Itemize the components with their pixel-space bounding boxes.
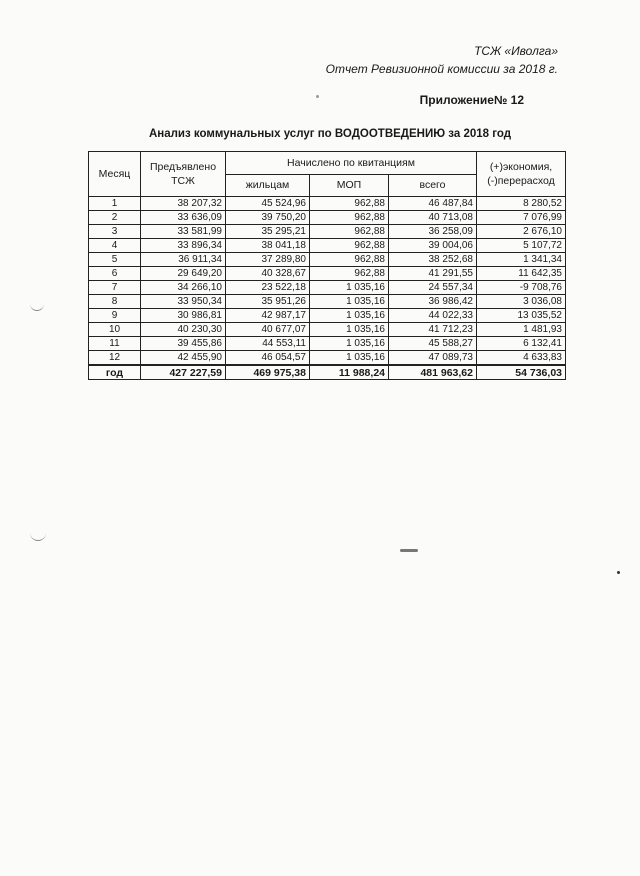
header-total: всего (389, 174, 477, 197)
cell-total: 24 557,34 (389, 281, 477, 295)
cell-balance: 1 481,93 (477, 323, 566, 337)
total-cell-month: год (89, 365, 141, 380)
table-row (89, 309, 566, 323)
cell-month: 9 (89, 309, 141, 323)
cell-mop: 1 035,16 (310, 295, 389, 309)
header-charged: Начислено по квитанциям (226, 152, 477, 175)
cell-month: 10 (89, 323, 141, 337)
cell-mop: 1 035,16 (310, 323, 389, 337)
table-row (89, 225, 566, 239)
cell-mop: 1 035,16 (310, 281, 389, 295)
cell-total: 41 712,23 (389, 323, 477, 337)
cell-presented: 33 950,34 (141, 295, 226, 309)
cell-presented: 33 896,34 (141, 239, 226, 253)
cell-month: 4 (89, 239, 141, 253)
cell-total: 40 713,08 (389, 211, 477, 225)
cell-month: 8 (89, 295, 141, 309)
cell-total: 46 487,84 (389, 197, 477, 211)
header-month: Месяц (89, 152, 141, 197)
cell-month: 1 (89, 197, 141, 211)
table-row (89, 281, 566, 295)
cell-balance: 4 633,83 (477, 351, 566, 366)
cell-month: 7 (89, 281, 141, 295)
cell-mop: 962,88 (310, 267, 389, 281)
cell-presented: 33 636,09 (141, 211, 226, 225)
table-total-row (89, 365, 566, 380)
cell-total: 39 004,06 (389, 239, 477, 253)
cell-presented: 42 455,90 (141, 351, 226, 366)
cell-balance: 3 036,08 (477, 295, 566, 309)
cell-month: 5 (89, 253, 141, 267)
cell-total: 36 258,09 (389, 225, 477, 239)
scan-mark (400, 549, 418, 552)
appendix-label: Приложение№ 12 (419, 93, 524, 107)
cell-presented: 40 230,30 (141, 323, 226, 337)
table-row (89, 253, 566, 267)
cell-balance: 2 676,10 (477, 225, 566, 239)
cell-residents: 35 295,21 (226, 225, 310, 239)
cell-presented: 33 581,99 (141, 225, 226, 239)
scan-mark (30, 530, 46, 541)
cell-mop: 962,88 (310, 197, 389, 211)
table-row (89, 323, 566, 337)
cell-residents: 35 951,26 (226, 295, 310, 309)
cell-total: 47 089,73 (389, 351, 477, 366)
cell-residents: 42 987,17 (226, 309, 310, 323)
cell-residents: 40 677,07 (226, 323, 310, 337)
cell-month: 3 (89, 225, 141, 239)
cell-balance: 5 107,72 (477, 239, 566, 253)
table-title: Анализ коммунальных услуг по ВОДООТВЕДЕНИЮ за 2018 год (148, 128, 512, 140)
scan-mark (316, 95, 319, 98)
report-title: Отчет Ревизионной комиссии за 2018 г. (325, 62, 558, 76)
organization-name: ТСЖ «Иволга» (474, 44, 558, 58)
cell-balance: 8 280,52 (477, 197, 566, 211)
cell-month: 6 (89, 267, 141, 281)
cell-presented: 38 207,32 (141, 197, 226, 211)
cell-mop: 962,88 (310, 253, 389, 267)
cell-residents: 38 041,18 (226, 239, 310, 253)
cell-month: 11 (89, 337, 141, 351)
cell-balance: 13 035,52 (477, 309, 566, 323)
total-cell-balance: 54 736,03 (477, 365, 566, 380)
utilities-table (88, 151, 566, 380)
cell-balance: -9 708,76 (477, 281, 566, 295)
table-row (89, 211, 566, 225)
cell-total: 41 291,55 (389, 267, 477, 281)
cell-mop: 1 035,16 (310, 337, 389, 351)
total-cell-presented: 427 227,59 (141, 365, 226, 380)
table-row (89, 351, 566, 366)
header-mop: МОП (310, 174, 389, 197)
table-row (89, 197, 566, 211)
cell-residents: 23 522,18 (226, 281, 310, 295)
cell-residents: 40 328,67 (226, 267, 310, 281)
cell-presented: 39 455,86 (141, 337, 226, 351)
header-presented: Предъявлено ТСЖ (141, 152, 226, 197)
cell-residents: 46 054,57 (226, 351, 310, 366)
scan-mark (30, 300, 44, 311)
cell-balance: 1 341,34 (477, 253, 566, 267)
cell-month: 2 (89, 211, 141, 225)
cell-mop: 962,88 (310, 225, 389, 239)
cell-residents: 44 553,11 (226, 337, 310, 351)
cell-total: 38 252,68 (389, 253, 477, 267)
table-row (89, 239, 566, 253)
header-balance: (+)экономия, (-)перерасход (477, 152, 566, 197)
cell-residents: 37 289,80 (226, 253, 310, 267)
cell-residents: 45 524,96 (226, 197, 310, 211)
cell-presented: 34 266,10 (141, 281, 226, 295)
header-residents: жильцам (226, 174, 310, 197)
total-cell-residents: 469 975,38 (226, 365, 310, 380)
table-body (89, 197, 566, 380)
cell-balance: 7 076,99 (477, 211, 566, 225)
cell-mop: 962,88 (310, 211, 389, 225)
cell-presented: 30 986,81 (141, 309, 226, 323)
cell-month: 12 (89, 351, 141, 366)
cell-presented: 29 649,20 (141, 267, 226, 281)
cell-mop: 962,88 (310, 239, 389, 253)
cell-total: 36 986,42 (389, 295, 477, 309)
cell-balance: 11 642,35 (477, 267, 566, 281)
cell-total: 44 022,33 (389, 309, 477, 323)
cell-mop: 1 035,16 (310, 309, 389, 323)
cell-mop: 1 035,16 (310, 351, 389, 366)
cell-total: 45 588,27 (389, 337, 477, 351)
cell-presented: 36 911,34 (141, 253, 226, 267)
cell-residents: 39 750,20 (226, 211, 310, 225)
total-cell-mop: 11 988,24 (310, 365, 389, 380)
scan-mark (617, 571, 620, 574)
total-cell-total: 481 963,62 (389, 365, 477, 380)
table-row (89, 267, 566, 281)
cell-balance: 6 132,41 (477, 337, 566, 351)
table-row (89, 295, 566, 309)
table-row (89, 337, 566, 351)
